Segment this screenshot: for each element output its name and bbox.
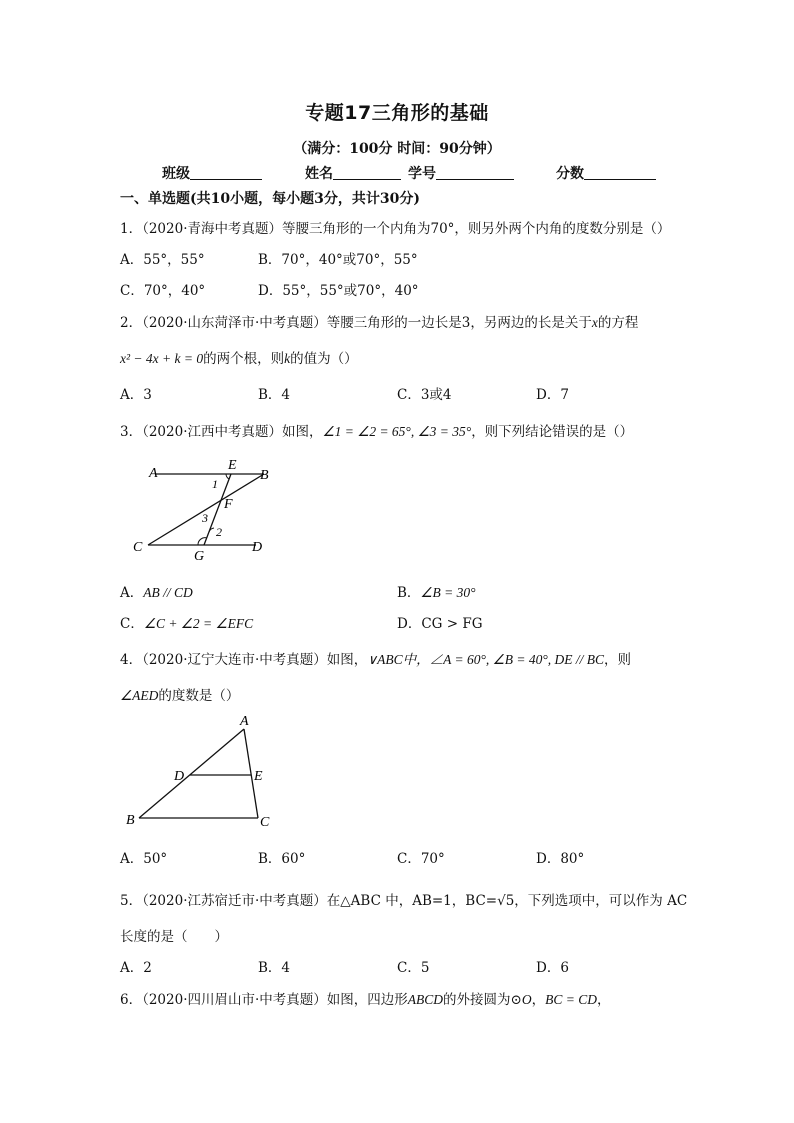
q3-option-d: D．CG > FG bbox=[397, 616, 483, 632]
score-field bbox=[556, 163, 656, 183]
q4-option-b: B．60° bbox=[258, 851, 306, 867]
q3-option-a-math: AB // CD bbox=[143, 585, 193, 600]
number-blank[interactable] bbox=[436, 165, 514, 180]
q3-option-c-math: ∠C + ∠2 = ∠EFC bbox=[143, 616, 254, 631]
q3-option-a-label: A． bbox=[120, 585, 144, 601]
q6-abcd: ABCD bbox=[407, 992, 444, 1007]
fig4-label-c: C bbox=[260, 815, 270, 830]
q6-o: O bbox=[521, 992, 532, 1007]
q6-stem-part: ， bbox=[596, 992, 611, 1008]
q4-option-c: C．70° bbox=[397, 851, 445, 867]
number-field bbox=[408, 163, 514, 183]
fig3-angle-3: 3 bbox=[202, 511, 208, 525]
q2-stem-part: 的值为（） bbox=[290, 351, 358, 367]
exam-subtitle: （满分：100分 时间：90分钟） bbox=[293, 141, 501, 157]
q6-stem-part: 6．（2020·四川眉山市·中考真题）如图，四边形 bbox=[120, 992, 408, 1008]
q5-option-c: C．5 bbox=[397, 960, 430, 976]
q2-option-c: C．3或4 bbox=[397, 387, 452, 403]
q4-option-d: D．80° bbox=[536, 851, 585, 867]
q2-option-b: B．4 bbox=[258, 387, 291, 403]
q2-option-a: A．3 bbox=[120, 387, 152, 403]
q3-option-b-math: ∠B = 30° bbox=[420, 585, 476, 600]
q3-stem-part: ，则下列结论错误的是（） bbox=[471, 424, 634, 440]
q2-var-x: x bbox=[591, 315, 598, 330]
q5-option-b: B．4 bbox=[258, 960, 291, 976]
q1-stem: 1．（2020·青海中考真题）等腰三角形的一个内角为70°，则另外两个内角的度数分别是（） bbox=[120, 221, 671, 237]
q5-stem bbox=[120, 889, 687, 909]
q2-var-k: k bbox=[284, 351, 291, 366]
class-label: 班级 bbox=[162, 166, 190, 182]
q1-option-b: B．70°，40°或70°，55° bbox=[258, 252, 418, 268]
q1-option-d: D．55°，55°或70°，40° bbox=[258, 283, 419, 299]
q5-stem-part: ，下列选项中，可以作为 AC bbox=[514, 893, 688, 909]
name-blank[interactable] bbox=[333, 165, 401, 180]
q4-stem-part: ，则 bbox=[604, 652, 632, 668]
q4-stem-part: 4．（2020·辽宁大连市·中考真题）如图， bbox=[120, 652, 368, 668]
fig4-label-a: A bbox=[240, 714, 249, 729]
q3-option-c-label: C． bbox=[120, 616, 144, 632]
number-label: 学号 bbox=[408, 166, 436, 182]
q2-stem-part: 2．（2020·山东菏泽市·中考真题）等腰三角形的一边长是3，另两边的长是关于 bbox=[120, 315, 592, 331]
q1-option-c: C．70°，40° bbox=[120, 283, 206, 299]
fig4-label-e: E bbox=[254, 769, 263, 784]
fig3-label-e: E bbox=[228, 458, 237, 473]
q2-stem bbox=[120, 311, 638, 331]
score-blank[interactable] bbox=[584, 165, 656, 180]
fig3-angle-1: 1 bbox=[212, 477, 218, 491]
q3-stem-part: 3．（2020·江西中考真题）如图， bbox=[120, 424, 323, 440]
section-heading: 一、单选题(共10小题，每小题3分，共计30分) bbox=[120, 191, 420, 207]
q3-option-c bbox=[120, 612, 253, 632]
q3-option-b bbox=[397, 581, 476, 601]
q5-stem-part: 5．（2020·江苏宿迁市·中考真题）在△ABC 中，AB=1，BC= bbox=[120, 893, 498, 909]
q5-sqrt: √5 bbox=[497, 893, 515, 909]
q5-stem-line2: 长度的是（ ） bbox=[120, 929, 228, 945]
q4-stem-line2 bbox=[120, 684, 239, 704]
fig3-label-f: F bbox=[224, 497, 233, 512]
class-field bbox=[162, 163, 262, 183]
fig4-label-d: D bbox=[174, 769, 185, 784]
fig4-label-b: B bbox=[126, 813, 135, 828]
q4-figure bbox=[122, 712, 282, 834]
name-label: 姓名 bbox=[305, 166, 333, 182]
q2-equation: x² − 4x + k = 0 bbox=[120, 351, 204, 366]
score-label: 分数 bbox=[556, 166, 584, 182]
q3-option-a bbox=[120, 581, 193, 601]
fig3-angle-2: 2 bbox=[216, 525, 222, 539]
q4-line2-rest: 的度数是（） bbox=[158, 688, 240, 704]
fig3-label-c: C bbox=[133, 540, 143, 555]
q4-line2-math: ∠AED bbox=[120, 688, 159, 703]
q1-option-a: A．55°，55° bbox=[120, 252, 205, 268]
fig3-label-b: B bbox=[260, 468, 269, 483]
fig3-label-g: G bbox=[194, 549, 205, 564]
q3-stem bbox=[120, 420, 633, 440]
q2-stem-part: 的方程 bbox=[597, 315, 639, 331]
fig3-label-d: D bbox=[252, 540, 263, 555]
q3-figure bbox=[128, 452, 278, 564]
q3-math: ∠1 = ∠2 = 65°, ∠3 = 35° bbox=[322, 424, 472, 439]
q5-option-a: A．2 bbox=[120, 960, 152, 976]
q6-stem-part: 的外接圆为⊙ bbox=[443, 992, 522, 1008]
q4-option-a: A．50° bbox=[120, 851, 168, 867]
q2-option-d: D．7 bbox=[536, 387, 569, 403]
fig3-label-a: A bbox=[149, 466, 158, 481]
q6-stem bbox=[120, 988, 610, 1008]
q3-option-b-label: B． bbox=[397, 585, 421, 601]
q5-option-d: D．6 bbox=[536, 960, 569, 976]
q6-math: BC = CD bbox=[545, 992, 597, 1007]
q4-stem bbox=[120, 648, 631, 668]
name-field bbox=[305, 163, 401, 183]
q2-stem-part: 的两个根，则 bbox=[203, 351, 285, 367]
q4-math: ∨ABC中，∠A = 60°, ∠B = 40°, DE // BC bbox=[367, 652, 605, 667]
page-title: 专题17三角形的基础 bbox=[305, 102, 489, 124]
q6-stem-part: ， bbox=[531, 992, 546, 1008]
q2-stem-line2 bbox=[120, 347, 358, 367]
class-blank[interactable] bbox=[190, 165, 262, 180]
